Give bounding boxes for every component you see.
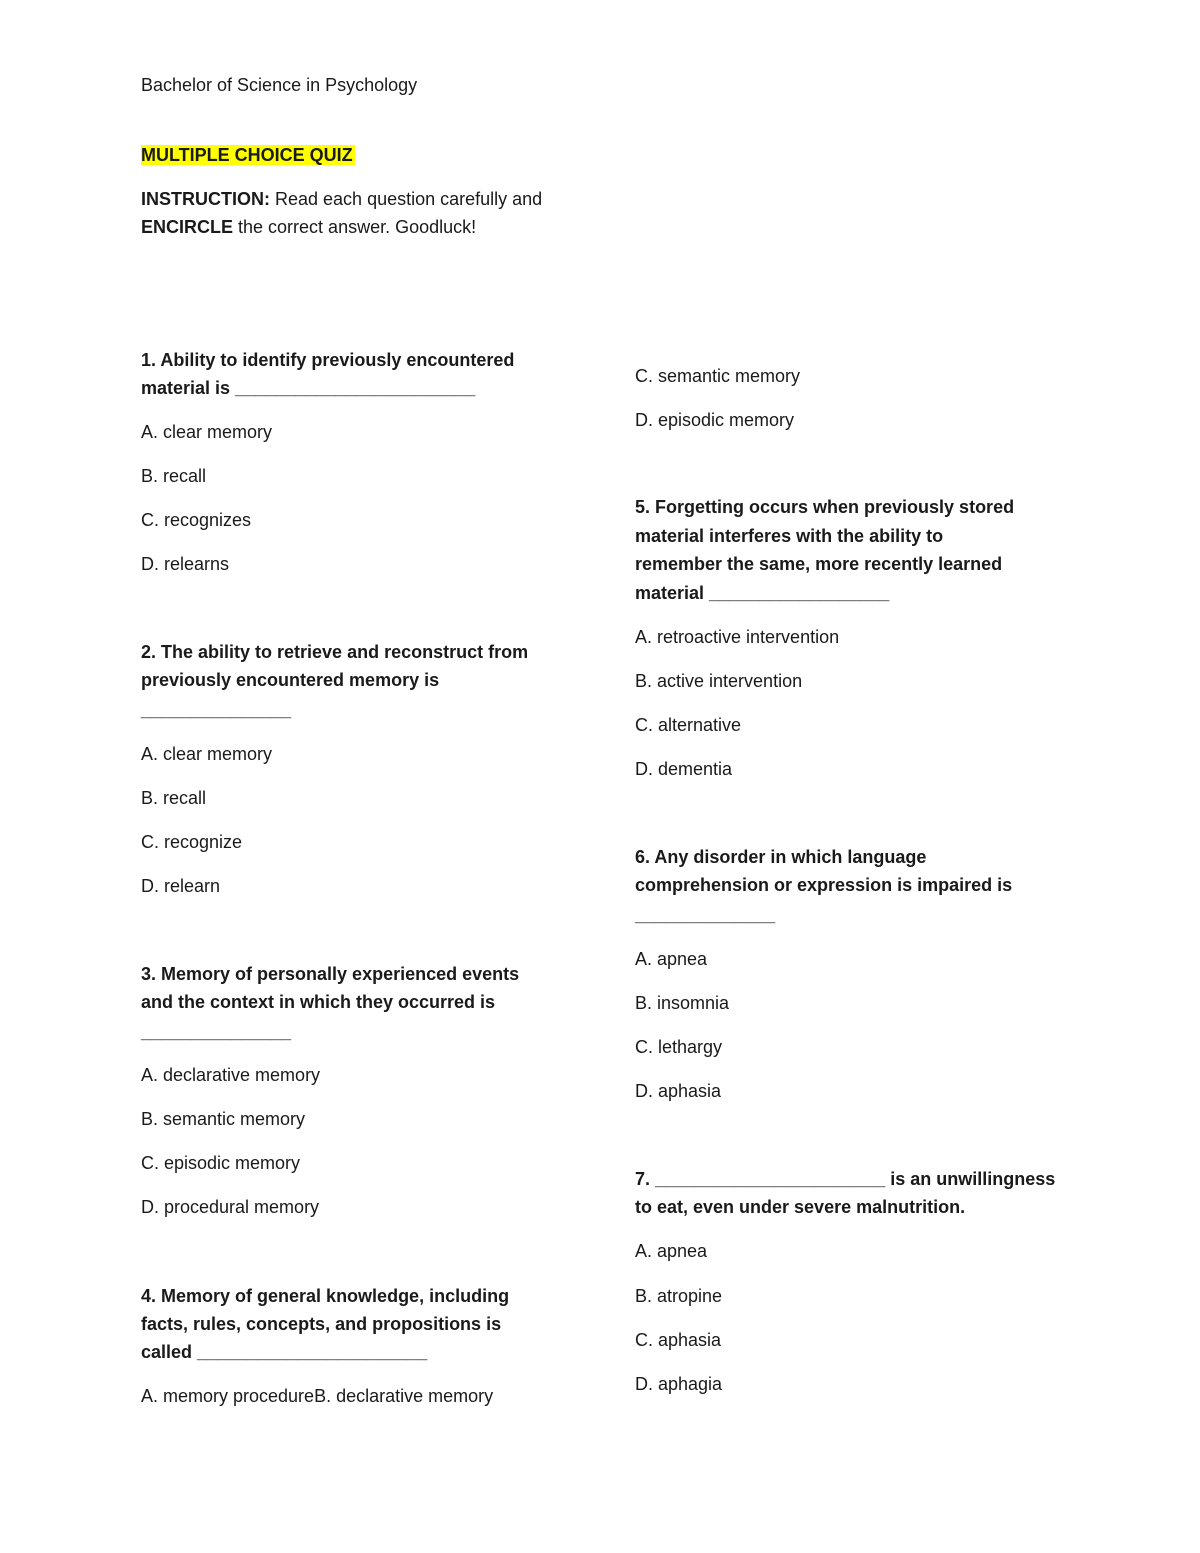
question-7-line-1: 7. _______________________ is an unwillingness [635, 1169, 1056, 1189]
question-6-option-d[interactable]: D. aphasia [635, 1081, 722, 1101]
instruction-text-1: Read each question carefully and [270, 189, 543, 209]
question-2-option-a[interactable]: A. clear memory [141, 744, 273, 764]
quiz-title [141, 141, 355, 169]
question-5-line-3: remember the same, more recently learned [635, 554, 1003, 574]
question-4-line-2: facts, rules, concepts, and propositions is [141, 1314, 502, 1334]
instruction-line-2 [141, 213, 476, 241]
quiz-title-text: MULTIPLE CHOICE QUIZ [141, 145, 353, 165]
question-1-line-2: material is ________________________ [141, 378, 476, 398]
question-5-option-c[interactable]: C. alternative [635, 715, 742, 735]
question-3-option-a[interactable]: A. declarative memory [141, 1065, 321, 1085]
question-5-option-a[interactable]: A. retroactive intervention [635, 627, 840, 647]
question-5-line-1: 5. Forgetting occurs when previously stored [635, 497, 1015, 517]
question-4-options-a-b[interactable]: A. memory procedureB. declarative memory [141, 1386, 494, 1406]
instruction-encircle: ENCIRCLE [141, 217, 234, 237]
question-2-line-2: previously encountered memory is [141, 670, 440, 690]
question-5-option-b[interactable]: B. active intervention [635, 671, 803, 691]
question-3-line-1: 3. Memory of personally experienced events [141, 964, 520, 984]
question-6-line-2: comprehension or expression is impaired is [635, 875, 1013, 895]
question-4-line-3: called _______________________ [141, 1342, 428, 1362]
question-2-option-d[interactable]: D. relearn [141, 876, 221, 896]
question-2-option-b[interactable]: B. recall [141, 788, 207, 808]
question-6-option-b[interactable]: B. insomnia [635, 993, 730, 1013]
question-6-option-a[interactable]: A. apnea [635, 949, 708, 969]
question-1-option-d[interactable]: D. relearns [141, 554, 230, 574]
question-4-option-d[interactable]: D. episodic memory [635, 410, 795, 430]
question-7-option-c[interactable]: C. aphasia [635, 1330, 722, 1350]
question-3-line-3: _______________ [141, 1022, 292, 1042]
question-3-option-d[interactable]: D. procedural memory [141, 1197, 320, 1217]
question-7-option-b[interactable]: B. atropine [635, 1286, 723, 1306]
question-1-option-b[interactable]: B. recall [141, 466, 207, 486]
question-3-option-c[interactable]: C. episodic memory [141, 1153, 301, 1173]
instruction-label: INSTRUCTION: [141, 189, 270, 209]
question-1-option-c[interactable]: C. recognizes [141, 510, 252, 530]
program-title: Bachelor of Science in Psychology [141, 75, 418, 95]
instruction-text-2: the correct answer. Goodluck! [233, 217, 477, 237]
question-2-line-3: _______________ [141, 700, 292, 720]
question-6-line-1: 6. Any disorder in which language [635, 847, 927, 867]
question-1-line-1: 1. Ability to identify previously encountered [141, 350, 515, 370]
question-2-option-c[interactable]: C. recognize [141, 832, 243, 852]
question-4-line-1: 4. Memory of general knowledge, including [141, 1286, 510, 1306]
question-6-option-c[interactable]: C. lethargy [635, 1037, 723, 1057]
question-7-option-d[interactable]: D. aphagia [635, 1374, 723, 1394]
question-2-line-1: 2. The ability to retrieve and reconstruct from [141, 642, 529, 662]
question-4-option-c[interactable]: C. semantic memory [635, 366, 801, 386]
question-1-option-a[interactable]: A. clear memory [141, 422, 273, 442]
question-3-line-2: and the context in which they occurred is [141, 992, 496, 1012]
question-6-line-3: ______________ [635, 905, 776, 925]
question-3-option-b[interactable]: B. semantic memory [141, 1109, 306, 1129]
question-7-option-a[interactable]: A. apnea [635, 1241, 708, 1261]
instruction-line-1 [141, 185, 542, 213]
question-5-line-2: material interferes with the ability to [635, 526, 944, 546]
question-7-line-2: to eat, even under severe malnutrition. [635, 1197, 966, 1217]
question-5-option-d[interactable]: D. dementia [635, 759, 733, 779]
question-5-line-4: material __________________ [635, 583, 890, 603]
